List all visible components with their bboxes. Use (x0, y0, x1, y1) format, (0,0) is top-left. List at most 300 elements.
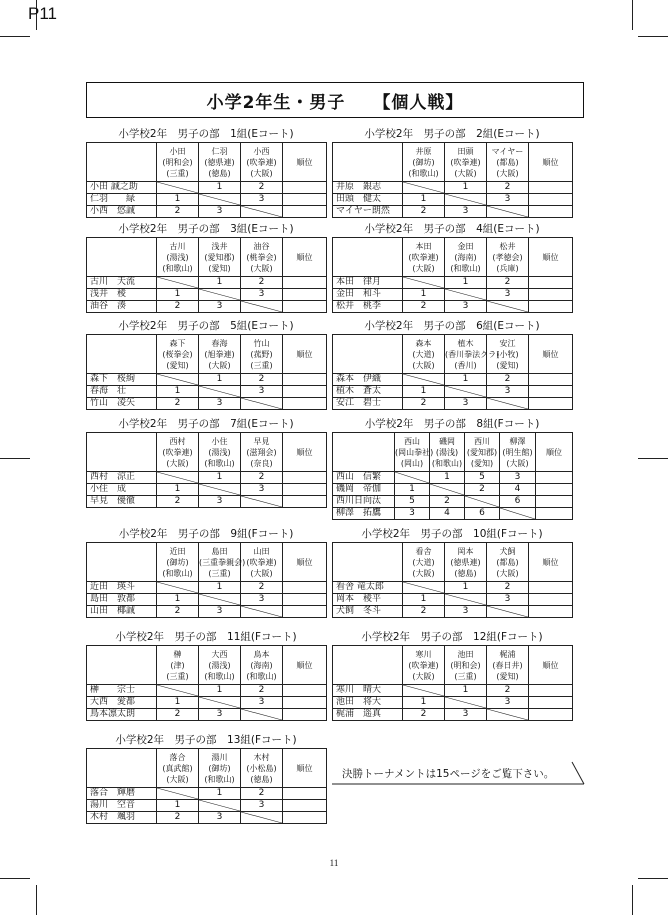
player-header-kana: マイヤー (491, 146, 524, 156)
player-header-kana: 榊 (173, 649, 182, 659)
player-header-club: (都島) (496, 557, 519, 567)
group-heading: 小学校2年 男子の部 11組(Fコート) (115, 631, 297, 643)
diagonal-cell (487, 301, 529, 313)
result-cell-mirror: 3 (445, 398, 487, 410)
player-header-kana: 森本 (415, 338, 432, 348)
result-cell-mirror: 2 (403, 606, 445, 618)
table-row (333, 277, 573, 289)
player-header-kana: 本田 (415, 241, 432, 251)
player-header-cell (199, 238, 241, 277)
result-cell: 5 (465, 472, 500, 484)
player-name: 梶浦 遥真 (333, 709, 403, 721)
round-robin-table (86, 334, 327, 410)
result-cell-mirror: 2 (157, 496, 199, 508)
diagonal-cell (403, 182, 445, 194)
player-name: 井原 銀志 (333, 182, 403, 194)
result-cell-mirror: 2 (157, 398, 199, 410)
corner-cell (87, 143, 157, 182)
rank-cell (283, 386, 327, 398)
group-block (332, 630, 572, 721)
rank-header: 順位 (283, 335, 327, 374)
result-cell-mirror: 1 (157, 289, 199, 301)
result-cell: 2 (241, 277, 283, 289)
result-cell: 3 (487, 697, 529, 709)
player-header-cell (500, 433, 536, 472)
player-name: 森下 桜絢 (87, 374, 157, 386)
result-cell: 3 (500, 472, 536, 484)
player-header-kana: 古川 (169, 241, 186, 251)
table-header-row (87, 543, 327, 582)
group-heading: 小学校2年 男子の部 6組(Eコート) (364, 320, 540, 332)
table-row (333, 398, 573, 410)
table-row (87, 496, 327, 508)
player-name: マイヤー朗然 (333, 206, 403, 218)
rank-cell (536, 472, 573, 484)
player-header-club: (津) (170, 660, 185, 670)
player-header-cell (199, 543, 246, 582)
player-header-club: (滋翔会) (246, 447, 277, 457)
player-header-pref: (大阪) (412, 360, 435, 370)
result-cell: 1 (430, 472, 465, 484)
result-cell: 1 (395, 484, 430, 496)
crop-mark (632, 0, 633, 30)
player-header-kana: 池田 (457, 649, 474, 659)
result-cell: 1 (199, 788, 241, 800)
rank-cell (529, 594, 573, 606)
result-cell: 3 (487, 386, 529, 398)
player-header-club: (真武館) (162, 763, 193, 773)
player-header-club: (海南) (250, 660, 273, 670)
player-header-kana: 近田 (169, 546, 186, 556)
rank-header: 順位 (283, 433, 327, 472)
round-robin-table (332, 542, 573, 618)
player-header-club: (御坊) (208, 763, 231, 773)
player-name: 島田 敦都 (87, 594, 157, 606)
player-header-cell (445, 543, 487, 582)
result-cell: 2 (465, 484, 500, 496)
corner-cell (333, 646, 403, 685)
result-cell: 1 (445, 182, 487, 194)
round-robin-table (86, 432, 327, 508)
diagonal-cell (445, 194, 487, 206)
result-cell-mirror: 2 (157, 812, 199, 824)
table-row (333, 496, 573, 508)
table-row (333, 508, 573, 520)
result-cell-mirror: 1 (403, 194, 445, 206)
player-header-club: (小牧) (496, 349, 519, 359)
result-cell: 1 (199, 685, 241, 697)
group-block (86, 127, 326, 218)
result-cell: 3 (241, 800, 283, 812)
group-heading: 小学校2年 男子の部 3組(Eコート) (118, 223, 294, 235)
group-block (332, 319, 572, 410)
player-header-pref: (和歌山) (204, 458, 235, 468)
player-header-kana: 浅井 (211, 241, 228, 251)
diagonal-cell (241, 206, 283, 218)
rank-cell (283, 374, 327, 386)
player-name: 早見 優徹 (87, 496, 157, 508)
rank-cell (283, 606, 327, 618)
player-name: 田頭 健太 (333, 194, 403, 206)
table-row (87, 788, 327, 800)
rank-cell (529, 685, 573, 697)
rank-header: 順位 (529, 238, 573, 277)
result-cell: 1 (199, 277, 241, 289)
group-block (332, 222, 572, 313)
rank-cell (536, 508, 573, 520)
group-heading: 小学校2年 男子の部 1組(Eコート) (118, 128, 294, 140)
corner-cell (333, 238, 403, 277)
result-cell: 4 (500, 484, 536, 496)
result-cell-mirror: 2 (157, 606, 199, 618)
result-cell: 2 (241, 582, 283, 594)
result-cell: 6 (500, 496, 536, 508)
player-name: 磯岡 帝伽 (333, 484, 395, 496)
player-header-pref: (愛知) (496, 360, 519, 370)
player-header-pref: (愛知) (166, 360, 189, 370)
player-header-club: (愛知郡) (204, 252, 235, 262)
diagonal-cell (157, 788, 199, 800)
player-header-cell (487, 238, 529, 277)
player-header-club: (明生館) (502, 447, 533, 457)
player-header-club: (大道) (412, 557, 435, 567)
player-header-club: (吹拳連) (246, 557, 277, 567)
rank-cell (529, 386, 573, 398)
table-row (333, 472, 573, 484)
rank-cell (283, 206, 327, 218)
player-header-pref: (徳島) (454, 568, 477, 578)
rank-cell (283, 277, 327, 289)
table-header-row (87, 238, 327, 277)
table-header-row (333, 143, 573, 182)
crop-mark (638, 36, 668, 37)
player-name: 木村 颯羽 (87, 812, 157, 824)
player-header-pref: (奈良) (250, 458, 273, 468)
player-header-kana: 西村 (169, 436, 186, 446)
player-header-pref: (三重) (250, 360, 273, 370)
player-header-pref: (和歌山) (162, 568, 193, 578)
result-cell: 3 (241, 194, 283, 206)
diagonal-cell (403, 277, 445, 289)
result-cell-mirror: 3 (199, 812, 241, 824)
round-robin-table (86, 237, 327, 313)
player-header-club: (香川拳法クラ) (445, 349, 500, 359)
result-cell: 3 (487, 289, 529, 301)
player-header-kana: 小田 (169, 146, 186, 156)
table-row (333, 594, 573, 606)
result-cell: 1 (199, 472, 241, 484)
player-header-club: (海南) (454, 252, 477, 262)
crop-mark (638, 878, 668, 879)
corner-cell (333, 433, 395, 472)
player-name: 大西 愛都 (87, 697, 157, 709)
player-name: 近田 瑛斗 (87, 582, 157, 594)
player-header-club: (御坊) (412, 157, 435, 167)
player-header-kana: 西川 (474, 436, 490, 446)
player-name: 竹山 凌矢 (87, 398, 157, 410)
result-cell: 1 (199, 582, 241, 594)
player-header-cell (403, 543, 445, 582)
result-cell-mirror: 3 (199, 709, 241, 721)
player-header-club: (吹拳連) (450, 157, 481, 167)
result-cell: 3 (241, 594, 283, 606)
result-cell: 2 (241, 374, 283, 386)
corner-cell (87, 749, 157, 788)
player-name: 小西 悠誠 (87, 206, 157, 218)
player-name: 西村 涼正 (87, 472, 157, 484)
result-cell-mirror: 1 (403, 289, 445, 301)
table-row (87, 709, 327, 721)
player-header-kana: 島田 (211, 546, 228, 556)
diagonal-cell (199, 484, 241, 496)
rank-header: 順位 (283, 749, 327, 788)
rank-cell (283, 182, 327, 194)
group-block (86, 630, 326, 721)
rank-cell (283, 582, 327, 594)
player-header-pref: (徳島) (208, 168, 231, 178)
diagonal-cell (157, 685, 199, 697)
rank-cell (283, 289, 327, 301)
table-header-row (333, 335, 573, 374)
rank-header: 順位 (529, 646, 573, 685)
table-row (87, 685, 327, 697)
rank-cell (529, 277, 573, 289)
player-name: 春海 壮 (87, 386, 157, 398)
result-cell: 2 (487, 182, 529, 194)
player-header-kana: 植木 (457, 338, 474, 348)
table-row (87, 386, 327, 398)
table-row (333, 194, 573, 206)
player-name: 小住 成 (87, 484, 157, 496)
player-header-kana: 岡本 (457, 546, 474, 556)
player-header-pref: (愛知) (208, 263, 231, 273)
table-header-row (87, 749, 327, 788)
group-block (86, 319, 326, 410)
player-header-club: (都島) (496, 157, 519, 167)
table-header-row (333, 238, 573, 277)
result-cell-mirror: 1 (157, 484, 199, 496)
player-header-pref: (大阪) (454, 168, 477, 178)
player-header-pref: (和歌山) (450, 263, 481, 273)
rank-cell (283, 496, 327, 508)
result-cell-mirror: 2 (403, 398, 445, 410)
player-header-cell (157, 335, 199, 374)
rank-cell (529, 182, 573, 194)
diagonal-cell (403, 685, 445, 697)
player-header-cell (403, 143, 445, 182)
rank-header: 順位 (529, 543, 573, 582)
result-cell: 3 (241, 484, 283, 496)
player-header-cell (445, 143, 487, 182)
diagonal-cell (241, 606, 283, 618)
player-header-cell (403, 238, 445, 277)
diagonal-cell (157, 277, 199, 289)
rank-header: 順位 (283, 543, 327, 582)
player-header-cell (445, 646, 487, 685)
player-name: 柳澤 拓鷹 (333, 508, 395, 520)
diagonal-cell (487, 398, 529, 410)
diagonal-cell (403, 582, 445, 594)
player-name: 寒川 晴大 (333, 685, 403, 697)
rank-cell (283, 301, 327, 313)
player-name: 金田 和斗 (333, 289, 403, 301)
player-header-pref: (愛知) (470, 458, 494, 468)
group-heading: 小学校2年 男子の部 2組(Eコート) (364, 128, 540, 140)
player-header-kana: 森下 (169, 338, 186, 348)
page-label: P11 (28, 4, 57, 23)
player-name: 小田 誠之助 (87, 182, 157, 194)
player-header-cell (445, 238, 487, 277)
rank-cell (536, 496, 573, 508)
result-cell-mirror: 1 (157, 697, 199, 709)
result-cell: 1 (199, 374, 241, 386)
player-header-pref: (大阪) (412, 263, 435, 273)
player-header-club: (愛知郡) (466, 447, 498, 457)
player-header-kana: 安江 (499, 338, 516, 348)
rank-cell (283, 594, 327, 606)
table-row (333, 685, 573, 697)
player-name: 西山 信繁 (333, 472, 395, 484)
page-title: 小学2年生・男子 (206, 92, 346, 113)
player-header-kana: 落合 (169, 752, 186, 762)
diagonal-cell (157, 374, 199, 386)
result-cell: 1 (445, 582, 487, 594)
table-row (87, 289, 327, 301)
player-name: 森本 伊織 (333, 374, 403, 386)
table-row (87, 582, 327, 594)
player-header-cell (403, 335, 445, 374)
round-robin-table (332, 432, 573, 520)
player-name: 油谷 湊 (87, 301, 157, 313)
player-name: 山田 椰誠 (87, 606, 157, 618)
player-header-kana: 油谷 (253, 241, 270, 251)
corner-cell (87, 238, 157, 277)
table-row (87, 194, 327, 206)
player-header-club: (孝徳会) (492, 252, 523, 262)
result-cell-mirror: 3 (199, 606, 241, 618)
player-header-kana: 梶浦 (499, 649, 516, 659)
player-header-pref: (香川) (454, 360, 477, 370)
rank-header: 順位 (283, 238, 327, 277)
result-cell: 1 (445, 374, 487, 386)
table-row (87, 182, 327, 194)
result-cell: 3 (241, 289, 283, 301)
player-header-cell (241, 143, 283, 182)
diagonal-cell (487, 206, 529, 218)
player-header-kana: 田頭 (457, 146, 474, 156)
player-name: 落合 輝磨 (87, 788, 157, 800)
player-header-kana: 西山 (404, 436, 420, 446)
diagonal-cell (199, 800, 241, 812)
rank-cell (283, 685, 327, 697)
table-row (333, 582, 573, 594)
rank-cell (529, 606, 573, 618)
player-header-club: (三重拳親会) (199, 557, 246, 567)
player-header-kana: 寒川 (415, 649, 432, 659)
player-header-cell (241, 238, 283, 277)
player-header-club: (吹拳連) (408, 252, 439, 262)
player-header-club: (湯浅) (208, 447, 231, 457)
page-subtitle: 【個人戦】 (373, 92, 464, 113)
rank-header: 順位 (529, 143, 573, 182)
result-cell-mirror: 1 (403, 594, 445, 606)
player-name: 榊 宗士 (87, 685, 157, 697)
table-row (87, 398, 327, 410)
player-header-cell (157, 543, 199, 582)
player-header-kana: 鳥本 (253, 649, 270, 659)
table-header-row (87, 433, 327, 472)
table-row (333, 386, 573, 398)
result-cell: 2 (241, 472, 283, 484)
player-header-pref: (大阪) (250, 263, 273, 273)
diagonal-cell (487, 606, 529, 618)
player-header-kana: 山田 (253, 546, 270, 556)
player-header-club: (明和会) (450, 660, 481, 670)
result-cell-mirror: 1 (403, 697, 445, 709)
corner-cell (87, 646, 157, 685)
player-header-cell (199, 143, 241, 182)
player-header-cell (157, 143, 199, 182)
table-row (333, 301, 573, 313)
player-header-club: (湯浅) (435, 447, 459, 457)
diagonal-cell (241, 812, 283, 824)
diagonal-cell (241, 398, 283, 410)
table-row (333, 606, 573, 618)
corner-cell (333, 335, 403, 374)
result-cell: 2 (487, 374, 529, 386)
round-robin-table (86, 645, 327, 721)
player-header-cell (157, 433, 199, 472)
group-block (86, 417, 326, 508)
player-header-cell (157, 238, 199, 277)
player-name: 池田 将大 (333, 697, 403, 709)
player-header-kana: 松井 (499, 241, 516, 251)
result-cell-mirror: 2 (403, 709, 445, 721)
player-header-kana: 竹山 (253, 338, 270, 348)
round-robin-table (86, 142, 327, 218)
rank-cell (283, 697, 327, 709)
result-cell-mirror: 1 (157, 594, 199, 606)
player-header-cell (157, 646, 199, 685)
player-header-cell (487, 143, 529, 182)
rank-header: 順位 (536, 433, 573, 472)
player-header-pref: (三重) (166, 671, 189, 681)
diagonal-cell (199, 289, 241, 301)
round-robin-table (332, 237, 573, 313)
diagonal-cell (199, 594, 241, 606)
group-block (86, 527, 326, 618)
player-header-kana: 金田 (457, 241, 474, 251)
rank-cell (536, 484, 573, 496)
result-cell-mirror: 3 (199, 496, 241, 508)
table-header-row (333, 646, 573, 685)
player-name: 松井 桃李 (333, 301, 403, 313)
player-header-cell (487, 646, 529, 685)
player-header-kana: 犬飼 (499, 546, 516, 556)
result-cell: 2 (430, 496, 465, 508)
diagonal-cell (403, 374, 445, 386)
group-heading: 小学校2年 男子の部 12組(Fコート) (361, 631, 543, 643)
diagonal-cell (465, 496, 500, 508)
table-row (87, 484, 327, 496)
player-header-cell (445, 335, 500, 374)
player-header-pref: (和歌山) (246, 671, 277, 681)
diagonal-cell (487, 709, 529, 721)
player-header-cell (395, 433, 434, 472)
group-block-8 (332, 417, 572, 520)
diagonal-cell (445, 386, 487, 398)
player-header-cell (465, 433, 500, 472)
